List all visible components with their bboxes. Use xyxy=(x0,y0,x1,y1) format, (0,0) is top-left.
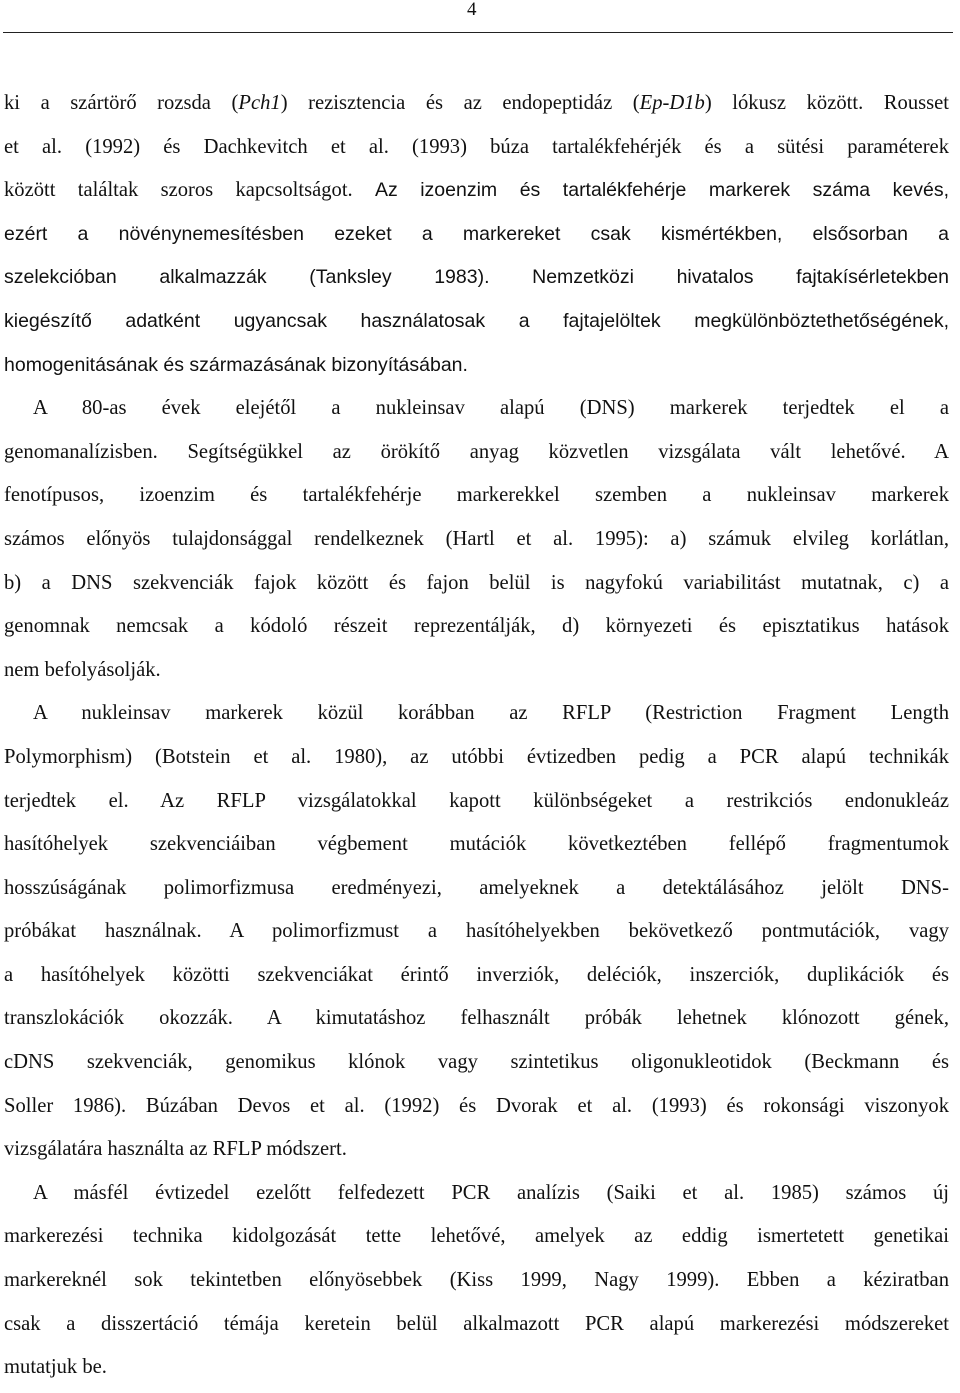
text-line xyxy=(4,1128,949,1172)
text-line xyxy=(4,823,949,867)
text-run: Polymorphism) (Botstein et al. 1980), az utóbbi évtizedben pedig a PCR alapú technikák xyxy=(4,745,949,768)
text-run: genomnak nemcsak a kódoló részeit reprezentálják, d) környezeti és episztatikus hatások xyxy=(4,615,949,638)
text-line xyxy=(4,649,949,693)
text-run: nem befolyásolják. xyxy=(4,658,161,681)
text-run: genomanalízisben. Segítségükkel az örökítő anyag közvetlen vizsgálata vált lehetővé. A xyxy=(4,440,949,463)
paragraph-3 xyxy=(4,692,949,1172)
text-line xyxy=(4,1215,949,1259)
text-run: et al. (1992) és Dachkevitch et al. (1993) búza tartalékfehérjék és a sütési paraméterek xyxy=(4,135,949,158)
text-line xyxy=(4,1303,949,1347)
text-line xyxy=(4,692,949,736)
text-line xyxy=(4,126,949,170)
gene-name-ep-d1b: Ep-D1b xyxy=(639,92,705,114)
text-run: A másfél évtizedel ezelőtt felfedezett PCR analízis (Saiki et al. 1985) számos új xyxy=(33,1181,949,1204)
text-run: Az izoenzim és tartalékfehérje markerek száma kevés, xyxy=(374,179,949,202)
text-run: transzlokációk okozzák. A kimutatáshoz felhasznált próbák lehetnek klónozott gének, xyxy=(4,1007,949,1030)
text-run: hosszúságának polimorfizmusa eredményezi, amelyeknek a detektálásához jelölt DNS- xyxy=(4,876,949,899)
page-number: 4 xyxy=(467,0,477,20)
text-run: csak a disszertáció témája keretein belül alkalmazott PCR alapú markerezési módszereket xyxy=(4,1312,949,1335)
gene-name-pch1: Pch1 xyxy=(238,92,281,114)
text-line xyxy=(4,300,949,344)
text-line xyxy=(4,605,949,649)
text-line xyxy=(4,780,949,824)
text-run: markereknél sok tekintetben előnyösebbek (Kiss 1999, Nagy 1999). Ebben a kéziratban xyxy=(4,1269,949,1292)
text-run: hasítóhelyek szekvenciáiban végbement mutációk következtében fellépő fragmentumok xyxy=(4,833,949,856)
text-run: A nukleinsav markerek közül korábban az RFLP (Restriction Fragment Length xyxy=(33,702,949,725)
text-run: ezért a növénynemesítésben ezeket a markereket csak kismértékben, elsősorban a xyxy=(4,222,949,245)
text-run: vizsgálatára használta az RFLP módszert. xyxy=(4,1138,347,1161)
text-run: cDNS szekvenciák, genomikus klónok vagy szintetikus oligonukleotidok (Beckmann és xyxy=(4,1051,949,1074)
text-line xyxy=(4,736,949,780)
text-run: között találtak szoros kapcsoltságot. xyxy=(4,179,375,202)
body-text xyxy=(4,82,949,1390)
text-run: ) lókusz között. Rousset xyxy=(704,92,950,114)
text-line xyxy=(4,910,949,954)
paragraph-2 xyxy=(4,387,949,692)
text-run: homogenitásának és származásának bizonyításában. xyxy=(4,353,468,376)
text-line xyxy=(4,344,949,388)
text-run: fenotípusos, izoenzim és tartalékfehérje markerekkel szemben a nukleinsav markerek xyxy=(4,484,949,507)
text-run: Soller 1986). Búzában Devos et al. (1992) és Dvorak et al. (1993) és rokonsági viszonyok xyxy=(4,1094,949,1117)
text-run: próbákat használnak. A polimorfizmust a hasítóhelyekben bekövetkező pontmutációk, vagy xyxy=(4,920,949,943)
header-rule xyxy=(3,32,953,33)
text-run: a hasítóhelyek közötti szekvenciákat érintő inverziók, deléciók, inszerciók, duplikációk és xyxy=(4,963,949,986)
text-run: számos előnyös tulajdonsággal rendelkeznek (Hartl et al. 1995): a) számuk elvileg korlátlan, xyxy=(4,527,949,550)
text-line xyxy=(4,256,949,300)
text-line xyxy=(4,474,949,518)
text-line xyxy=(4,431,949,475)
text-line xyxy=(4,1085,949,1129)
text-line xyxy=(4,82,949,126)
text-run: ) rezisztencia és az endopeptidáz ( xyxy=(280,92,640,114)
text-line xyxy=(4,1346,949,1390)
text-run: markerezési technika kidolgozását tette lehetővé, amelyek az eddig ismertetett genetikai xyxy=(4,1225,949,1248)
text-run: A 80-as évek elejétől a nukleinsav alapú (DNS) markerek terjedtek el a xyxy=(33,397,949,420)
text-run: szelekcióban alkalmazzák (Tanksley 1983). Nemzetközi hivatalos fajtakísérletekben xyxy=(4,266,949,289)
text-run: mutatjuk be. xyxy=(4,1356,107,1379)
text-run: terjedtek el. Az RFLP vizsgálatokkal kapott különbségeket a restrikciós endonukleáz xyxy=(4,789,949,812)
text-line xyxy=(4,1041,949,1085)
text-line xyxy=(4,518,949,562)
text-line xyxy=(4,387,949,431)
text-run: ki a szártörő rozsda ( xyxy=(4,92,239,114)
text-line xyxy=(4,1259,949,1303)
text-line xyxy=(4,954,949,998)
text-line xyxy=(4,169,949,213)
paragraph-4 xyxy=(4,1172,949,1390)
text-run: kiegészítő adatként ugyancsak használatosak a fajtajelöltek megkülönböztethetőségének, xyxy=(4,309,949,332)
text-line xyxy=(4,213,949,257)
text-run: b) a DNS szekvenciák fajok között és fajon belül is nagyfokú variabilitást mutatnak, c) a xyxy=(4,571,949,594)
text-line xyxy=(4,562,949,606)
text-line xyxy=(4,1172,949,1216)
text-line xyxy=(4,997,949,1041)
text-line xyxy=(4,867,949,911)
paragraph-1 xyxy=(4,82,949,387)
